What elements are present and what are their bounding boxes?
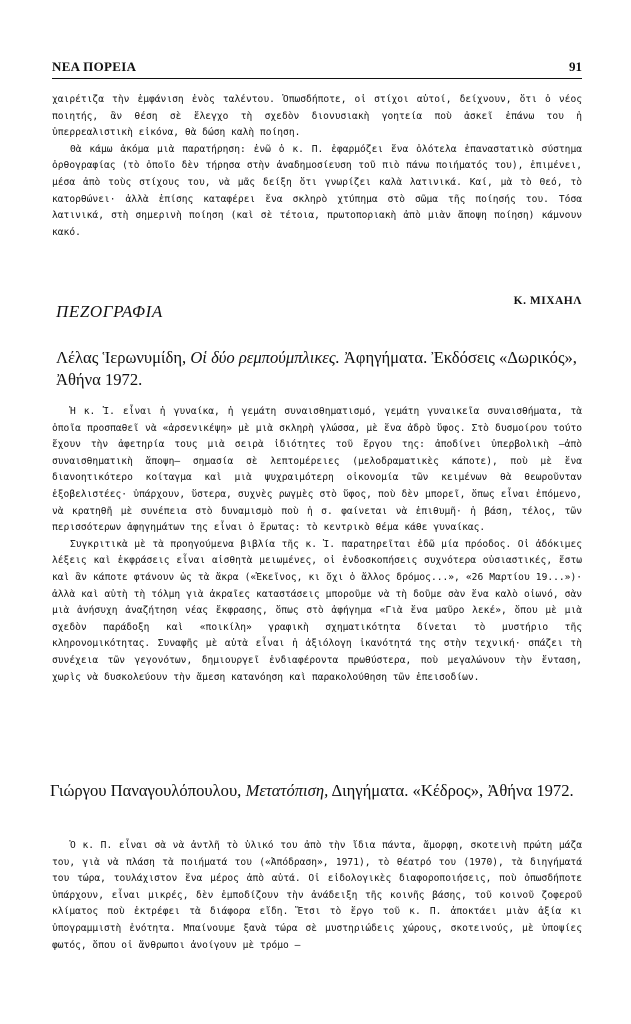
review-2-paragraph: Ἡ κ. Ἰ. εἶναι ἡ γυναίκα, ἡ γεμάτη συναισθηματισμό, γεμάτη γυναικεῖα συναισθήματα, τὰ ὁποῖα προσπαθεῖ νὰ «ἀρσενικέψη» μὲ μιὰ σκληρὴ γλώσσα, μὲ ἕνα ἁδρὸ ὕφος. Στὸ δυσμοίρου τούτο ἔχουν τὴν ἀφετηρία τους μιὰ σειρὰ ἰδιότητες τοῦ ἔργου της: ἀποδίνει ὑπερβολικὴ —ἀπὸ συναισθηματικὴ ἄποψη— σημασία σὲ λεπτομέρειες (μελοδραματικὲς κάποτε), ποὺ μὲ ἕνα διανοητικότερο κοίταγμα καὶ μιὰ ψυχραιμότερη οἰκονομία τῶν κειμένων θὰ θεωροῦνταν ἐξοβελιστέες· ὑπάρχουν, ὕστερα, συχνὲς ρωγμὲς στὸ ὕφος, ποὺ δὲν μπορεῖ, ὅπως εἶναι ἑπόμενο, νὰ κρατηθῆ μὲ συνέπεια στὸ δυναμισμὸ ποὺ ἡ σ. φαίνεται νὰ ἐπιθυμῆ· ἡ βάση, τέλος, τῶν περισσότερων ἀφηγημάτων της εἶναι ὁ ἔρωτας: τὸ κεντρικὸ θέμα κάθε γυναίκας. bbox=[52, 406, 582, 534]
running-header bbox=[52, 56, 582, 79]
review-1-signature: Κ. ΜΙΧΑΗΛ bbox=[513, 295, 582, 307]
review-1-body bbox=[52, 92, 582, 241]
review-2-author: Λέλας Ἱερωνυμίδη, bbox=[56, 348, 187, 367]
review-3-place-year: Ἀθήνα 1972. bbox=[487, 781, 574, 800]
section-title: ΠΕΖΟΓΡΑΦΙΑ bbox=[56, 302, 163, 321]
review-2-heading bbox=[56, 347, 582, 391]
review-3-genre-publisher: Διηγήματα. «Κέδρος», bbox=[331, 781, 484, 800]
running-title: ΝΕΑ ΠΟΡΕΙΑ bbox=[52, 59, 137, 74]
review-3-paragraph: Ὁ κ. Π. εἶναι σὰ νὰ ἀντλῆ τὸ ὑλικό του ἀπὸ τὴν ἴδια πάντα, ἄμορφη, σκοτεινὴ πρώτη μάζα του, γιὰ νὰ πλάση τὰ ποιήματά του («Ἀπόδραση», 1971), τὸ θέατρό του (1970), τὰ διηγήματά του τώρα, τουλάχιστον ἕνα μέρος ἀπὸ αὐτά. Οἱ εἰδολογικὲς διαφοροποιήσεις, ποὺ ὁπωσδήποτε ὑπάρχουν, εἶναι μικρές, δὲν ἐμποδίζουν τὴν ἀνάδειξη τῆς κοινῆς βάσης, τοῦ κοινοῦ ζοφεροῦ κλίματος ποὺ ἐκτρέφει τὰ διάφορα εἴδη. Ἔτσι τὸ ἔργο τοῦ κ. Π. ἀποκτάει μιὰν ἀξία κι ὑπογραμμιστὴ ἑνότητα. Μπαίνουμε ξανὰ τώρα σὲ μυστηριώδεις χώρους, σκοτεινούς, μὲ ὑποψίες φωτός, ὅπου οἱ ἄνθρωποι ἀνοίγουν μὲ τρόμο — bbox=[52, 840, 582, 951]
page-number: 91 bbox=[569, 59, 582, 74]
review-3-heading bbox=[50, 780, 582, 802]
review-2-book-title: Οἱ δύο ρεμπούμπλικες. bbox=[190, 348, 340, 367]
review-2-place-year: Ἀθήνα 1972. bbox=[56, 370, 143, 389]
review-3-book-title: Μετατόπιση, bbox=[245, 781, 329, 800]
review-3-body bbox=[52, 838, 582, 954]
review-1-paragraph: Θὰ κάμω ἀκόμα μιὰ παρατήρηση: ἐνῶ ὁ κ. Π. ἐφαρμόζει ἕνα ὁλότελα ἐπαναστατικὸ σύστημα ὀρθογραφίας (τὸ ὁποῖο δὲν τήρησα στὴν ἀναδημοσίευση τοῦ πιὸ πάνω ποιήματός του), ἐπιμένει, μέσα ἀπὸ τοὺς στίχους του, νὰ μᾶς δείξη ὅτι γνωρίζει καλὰ λατινικά. Καί, μὰ τὸ Θεό, τὸ κατορθώνει· ἀλλὰ ἐπίσης καταφέρει ἕνα σκληρὸ χτύπημα στὸ σῶμα τῆς ποίησής του. Τόσα λατινικά, στὴ σημερινὴ ποίηση (καὶ σὲ τέτοια, πρωτοποριακὴ ἀπὸ μιὰν ἄποψη ποίηση) κάμνουν κακό. bbox=[52, 143, 582, 238]
review-3-author: Γιώργου Παναγουλόπουλου, bbox=[50, 781, 242, 800]
review-2-body bbox=[52, 404, 582, 686]
review-2-genre-publisher: Ἀφηγήματα. Ἐκδόσεις «Δωρικός», bbox=[343, 348, 577, 367]
review-2-paragraph: Συγκριτικὰ μὲ τὰ προηγούμενα βιβλία τῆς κ. Ἰ. παρατηρεῖται ἐδῶ μία πρόοδος. Οἱ ἀδόκιμες λέξεις καὶ ἐκφράσεις εἶναι αἰσθητὰ μειωμένες, οἱ ἐνδοσκοπήσεις συχνότερα οὐσιαστικές, ἔστω καὶ ἂν κάποτε φτάνουν ὡς τὰ ἄκρα («Ἐκεῖνος, κι ὄχι ὁ ἄλλος δρόμος...», «26 Μαρτίου 19...»)· ἀλλὰ καὶ αὐτὴ τὴ τόλμη γιὰ ἀκραῖες καταστάσεις μποροῦμε νὰ τὴ δοῦμε σὰν ἕνα καλὸ οἰωνό, σὰν μιὰ ἀνήσυχη ἀναζήτηση νέας ἔκφρασης, ὅπως στὸ ἀφήγημα «Γιὰ ἕνα μαῦρο λεκέ», ὅπου μὲ μιὰ σχεδὸν παράδοξη καὶ «ποικίλη» γραφικὴ σχηματικότητα δίνεται τὸ μυστήριο τῆς κληρονομικότητας. Συναφῆς μὲ αὐτὰ εἶναι ἡ ἀξιόλογη ἱκανότητά της στὴν τεχνική· σπάζει τὴ συνέχεια τῶν γεγονότων, δημιουργεῖ ἐνδιαφέροντα πρωθύστερα, ποὺ μεγαλώνουν τὴν ἔνταση, χωρὶς νὰ δυσκολεύουν τὴν ἄμεση κατανόηση καὶ παρακολούθηση τῶν ἐπεισοδίων. bbox=[52, 538, 582, 683]
review-1-paragraph: χαιρέτιζα τὴν ἐμφάνιση ἑνὸς ταλέντου. Ὁπωσδήποτε, οἱ στίχοι αὐτοί, δείχνουν, ὅτι ὁ νέος ποιητής, ἂν θέση σὲ ἔλεγχο τὴ σχεδὸν διονυσιακὴ γοητεία ποὺ ἀσκεῖ ἐπάνω του ἡ ὑπερρεαλιστικὴ εἰκόνα, θὰ δώση καλὴ ποίηση. bbox=[52, 94, 582, 139]
